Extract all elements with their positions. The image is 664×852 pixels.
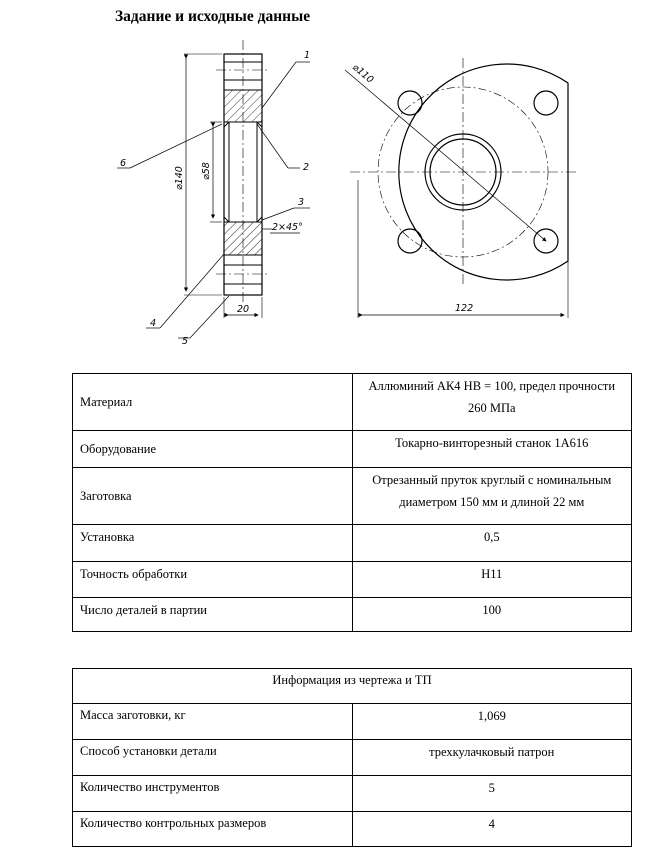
- dim-bore-diameter: ⌀58: [201, 162, 212, 180]
- table-row: [73, 598, 632, 632]
- table-header-row: [73, 669, 632, 704]
- row-label: Материал: [73, 374, 353, 431]
- table-row: [73, 776, 632, 812]
- row-label: Количество инструментов: [73, 776, 353, 812]
- row-value: 5: [352, 776, 632, 812]
- front-view: [345, 58, 576, 318]
- page-title: Задание и исходные данные: [115, 8, 311, 25]
- dim-width: 122: [455, 303, 474, 314]
- row-value: трехкулачковый патрон: [352, 740, 632, 776]
- row-label: Оборудование: [73, 431, 353, 468]
- row-label: Установка: [73, 525, 353, 562]
- front-labels: [350, 62, 473, 314]
- section-labels: [120, 50, 310, 347]
- table-row: [73, 812, 632, 847]
- callout-5: 5: [182, 336, 189, 347]
- dim-hole-circle: ⌀110: [350, 61, 376, 86]
- row-label: Масса заготовки, кг: [73, 704, 353, 740]
- table-row: [73, 562, 632, 598]
- row-value: Отрезанный пруток круглый с номинальным диаметром 150 мм и длиной 22 мм: [352, 468, 632, 525]
- callout-3: 3: [298, 197, 305, 208]
- dim-chamfer: 2×45°: [272, 222, 303, 233]
- row-value: Н11: [352, 562, 632, 598]
- table-row: [73, 431, 632, 468]
- table-row: [73, 525, 632, 562]
- drawing-info-table: [72, 668, 632, 847]
- dim-outer-diameter: ⌀140: [174, 166, 185, 190]
- row-label: Способ установки детали: [73, 740, 353, 776]
- callout-6: 6: [120, 158, 127, 169]
- callout-2: 2: [303, 162, 310, 173]
- row-value: Аллюминий АК4 НВ = 100, предел прочности 260 МПа: [352, 374, 632, 431]
- section-view: [117, 40, 310, 338]
- row-value: 100: [352, 598, 632, 632]
- row-value: 1,069: [352, 704, 632, 740]
- table-row: [73, 468, 632, 525]
- row-value: 0,5: [352, 525, 632, 562]
- table-row: [73, 374, 632, 431]
- callout-1: 1: [304, 50, 311, 61]
- row-label: Заготовка: [73, 468, 353, 525]
- table-row: [73, 704, 632, 740]
- row-label: Число деталей в партии: [73, 598, 353, 632]
- row-value: Токарно-винторезный станок 1А616: [352, 431, 632, 468]
- table-row: [73, 740, 632, 776]
- source-data-table: [72, 373, 632, 632]
- row-value: 4: [352, 812, 632, 847]
- table-header: Информация из чертежа и ТП: [73, 669, 632, 704]
- row-label: Точность обработки: [73, 562, 353, 598]
- callout-4: 4: [150, 318, 157, 329]
- flange-drawing: [0, 0, 664, 360]
- dim-thickness: 20: [237, 304, 250, 315]
- row-label: Количество контрольных размеров: [73, 812, 353, 847]
